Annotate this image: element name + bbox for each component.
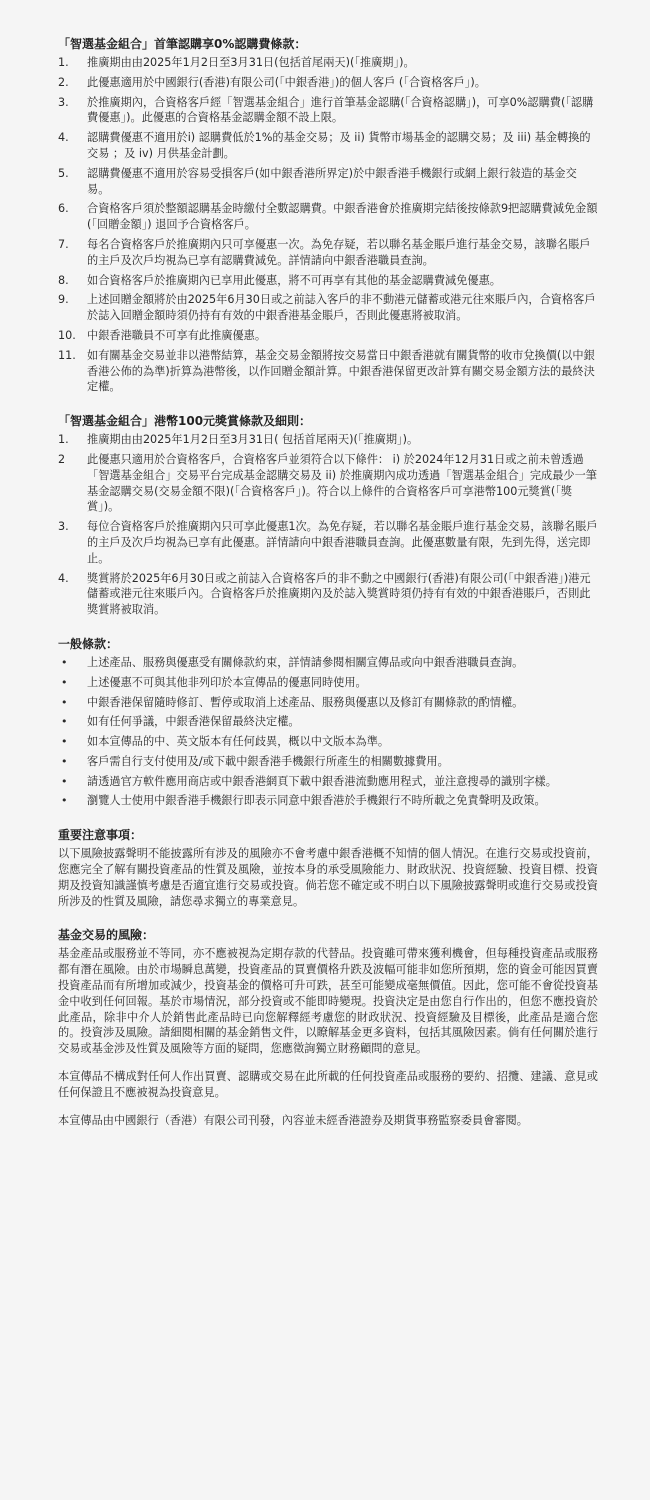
item-text: 認購費優惠不適用於容易受損客戶(如中銀香港所界定)於中銀香港手機銀行或網上銀行敍造的基金交易。: [87, 166, 577, 196]
general-list: [58, 655, 598, 809]
list-item: [58, 754, 598, 770]
promo-fee-list: [58, 55, 598, 395]
item-text: 如有任何爭議，中銀香港保留最終決定權。: [87, 715, 300, 729]
bullet-icon: •: [61, 655, 68, 669]
list-item: [58, 292, 598, 324]
item-text: 推廣期由由2025年1月2日至3月31日( 包括首尾兩天)(「推廣期」)。: [87, 433, 419, 447]
list-item: [58, 348, 598, 395]
list-item: [58, 237, 598, 269]
general-section: [58, 636, 598, 809]
bullet-icon: •: [61, 675, 68, 689]
item-text: 瀏覽人士使用中銀香港手機銀行即表示同意中銀香港於手機銀行不時所載之免責聲明及政策。: [87, 794, 546, 808]
item-number: 6.: [58, 202, 69, 216]
list-item: [58, 75, 598, 91]
item-text: 如本宣傳品的中、英文版本有任何歧異，概以中文版本為準。: [87, 735, 390, 749]
item-number: 4.: [58, 571, 69, 585]
risk-section: [58, 927, 598, 1128]
item-number: 11.: [58, 348, 76, 362]
item-text: 客戶需自行支付使用及/或下載中銀香港手機銀行所產生的相關數據費用。: [87, 754, 449, 768]
list-item: [58, 328, 598, 344]
item-number: 5.: [58, 166, 69, 180]
item-text: 合資格客戶須於整額認購基金時繳付全數認購費。中銀香港會於推廣期完結後按條款9把認購費減免金額(「回贈金額」) 退回予合資格客戶。: [87, 202, 598, 232]
bullet-icon: •: [61, 794, 68, 808]
item-text: 請透過官方軟件應用商店或中銀香港網頁下載中銀香港流動應用程式，並注意搜尋的識別字樣。: [87, 774, 557, 788]
list-item: [58, 774, 598, 790]
item-text: 推廣期由由2025年1月2日至3月31日(包括首尾兩天)(「推廣期」)。: [87, 56, 415, 69]
issuer-paragraph: 本宣傳品由中國銀行（香港）有限公司刊發，內容並未經香港證券及期貨事務監察委員會審閱。: [58, 1113, 528, 1127]
list-item: [58, 166, 598, 198]
item-number: 1.: [58, 433, 69, 447]
list-item: [58, 695, 598, 711]
important-section: [58, 827, 598, 909]
item-number: 3.: [58, 520, 69, 534]
list-item: [58, 130, 598, 162]
list-item: [58, 273, 598, 289]
item-text: 中銀香港保留隨時修訂、暫停或取消上述產品、服務與優惠以及修訂有關條款的酌情權。: [87, 695, 524, 709]
important-text: 以下風險披露聲明不能披露所有涉及的風險亦不會考慮中銀香港概不知情的個人情況。在進行交易或投資前，您應完全了解有關投資產品的性質及風險，並按本身的承受風險能力、財政狀況、投資經驗、投資目標、投資期及投資知識謹慎考慮是否適宜進行交易或投資。倘若您不確定或不明白以下風險披露聲明或進行交易或投資所涉及的性質及風險，請您尋求獨立的專業意見。: [58, 847, 598, 908]
item-text: 每名合資格客戶於推廣期內只可享優惠一次。為免存疑，若以聯名基金賬戶進行基金交易，該聯名賬戶的主戶及次戶均視為已享有認購費減免。詳情請向中銀香港職員查詢。: [87, 237, 591, 267]
bullet-icon: •: [61, 774, 68, 788]
reward-list: [58, 432, 598, 618]
item-number: 2: [58, 452, 66, 466]
item-number: 4.: [58, 131, 69, 145]
item-text: 於推廣期內，合資格客戶經「智選基金組合」進行首筆基金認購(「合資格認購」)，可享0%認購費(「認購費優惠」)。此優惠的合資格基金認購金額不設上限。: [87, 95, 594, 125]
item-text: 上述回贈金額將於由2025年6月30日或之前誌入客戶的非不動港元儲蓄或港元往來賬戶內，合資格客戶於誌入回贈金額時須仍持有有效的中銀香港基金賬戶，否則此優惠將被取消。: [87, 293, 596, 323]
reward-section: [58, 413, 598, 618]
list-item: [58, 793, 598, 809]
list-item: [58, 432, 598, 448]
list-item: [58, 675, 598, 691]
item-number: 9.: [58, 293, 69, 307]
item-text: 上述產品、服務與優惠受有關條款約束，詳情請參閱相關宣傳品或向中銀香港職員查詢。: [87, 655, 524, 669]
promo-fee-section: [58, 36, 598, 395]
item-number: 2.: [58, 75, 69, 89]
item-text: 此優惠只適用於合資格客戶，合資格客戶並須符合以下條件： i) 於2024年12月31日或之前未曾透過「智選基金組合」交易平台完成基金認購交易及 ii) 於推廣期內成功透過「智選基金組合」完成最少一筆基金認購交易(交易金額不限)(「合資格客戶」)。符合以上條件的合資格客戶可享港幣100元獎賞(「獎賞」)。: [87, 452, 597, 514]
list-item: [58, 95, 598, 127]
item-number: 3.: [58, 95, 69, 109]
item-text: 如有關基金交易並非以港幣結算，基金交易金額將按交易當日中銀香港就有關貨幣的收市兌換價(以中銀香港公佈的為準)折算為港幣後，以作回贈金額計算。中銀香港保留更改計算有關交易金額方法的最終決定權。: [87, 348, 595, 394]
item-text: 此優惠適用於中國銀行(香港)有限公司(「中銀香港」)的個人客戶 (「合資格客戶」)。: [87, 75, 486, 89]
list-item: [58, 734, 598, 750]
item-text: 上述優惠不可與其他非列印於本宣傳品的優惠同時使用。: [87, 675, 367, 689]
risk-paragraph: 基金產品或服務並不等同，亦不應被視為定期存款的代替品。投資雖可帶來獲利機會，但每種投資產品或服務都有潛在風險。由於市場瞬息萬變，投資產品的買賣價格升跌及波幅可能非如您所預期，您的資金可能因買賣投資產品而有所增加或減少，投資基金的價格可升可跌，甚至可能變成毫無價值。因此，您可能不會從投資基金中收到任何回報。基於市場情況，部分投資或不能即時變現。投資決定是由您自行作出的，但您不應投資於此產品，除非中介人於銷售此產品時已向您解釋經考慮您的財政狀況、投資經驗及目標後，此產品是適合您的。投資涉及風險。請細閱相關的基金銷售文件，以瞭解基金更多資料，包括其風險因素。倘有任何關於進行交易或基金涉及性質及風險等方面的疑問，您應徵詢獨立財務顧問的意見。: [58, 947, 598, 1056]
list-item: [58, 452, 598, 515]
list-item: [58, 519, 598, 566]
risk-heading: 基金交易的風險：: [58, 928, 155, 943]
bullet-icon: •: [61, 695, 68, 709]
item-number: 10.: [58, 328, 76, 342]
list-item: [58, 655, 598, 671]
reward-heading: 「智選基金組合」港幣100元獎賞條款及細則：: [58, 414, 312, 429]
item-number: 8.: [58, 273, 69, 287]
item-text: 如合資格客戶於推廣期內已享用此優惠，將不可再享有其他的基金認購費減免優惠。: [87, 273, 501, 287]
important-heading: 重要注意事項：: [58, 828, 143, 843]
item-text: 獎賞將於2025年6月30日或之前誌入合資格客戶的非不動之中國銀行(香港)有限公司(「中銀香港」)港元儲蓄或港元往來賬戶內。合資格客戶於推廣期內及於誌入獎賞時須仍持有有效的中銀香港賬戶，否則此獎賞將被取消。: [87, 571, 591, 617]
list-item: [58, 571, 598, 618]
item-number: 1.: [58, 56, 69, 69]
item-text: 中銀香港職員不可享有此推廣優惠。: [87, 328, 267, 342]
disclaimer-paragraph: 本宣傳品不構成對任何人作出買賣、認購或交易在此所載的任何投資產品或服務的要約、招攬、建議、意見或任何保證且不應被視為投資意見。: [58, 1070, 598, 1099]
list-item: [58, 55, 598, 71]
promo-fee-heading: 「智選基金組合」首筆認購享0%認購費條款：: [58, 37, 307, 51]
list-item: [58, 714, 598, 730]
list-item: [58, 201, 598, 233]
item-text: 認購費優惠不適用於i) 認購費低於1%的基金交易；及 ii) 貨幣市場基金的認購交易；及 iii) 基金轉換的交易 ；及 iv) 月供基金計劃。: [87, 131, 591, 160]
bullet-icon: •: [61, 715, 68, 729]
item-number: 7.: [58, 237, 69, 251]
bullet-icon: •: [61, 754, 68, 768]
general-heading: 一般條款：: [58, 636, 119, 651]
bullet-icon: •: [61, 735, 68, 749]
item-text: 每位合資格客戶於推廣期內只可享此優惠1次。為免存疑，若以聯名基金賬戶進行基金交易，該聯名賬戶的主戶及次戶均視為已享有此優惠。詳情請向中銀香港職員查詢。此優惠數量有限，先到先得，送完即止。: [87, 520, 598, 565]
